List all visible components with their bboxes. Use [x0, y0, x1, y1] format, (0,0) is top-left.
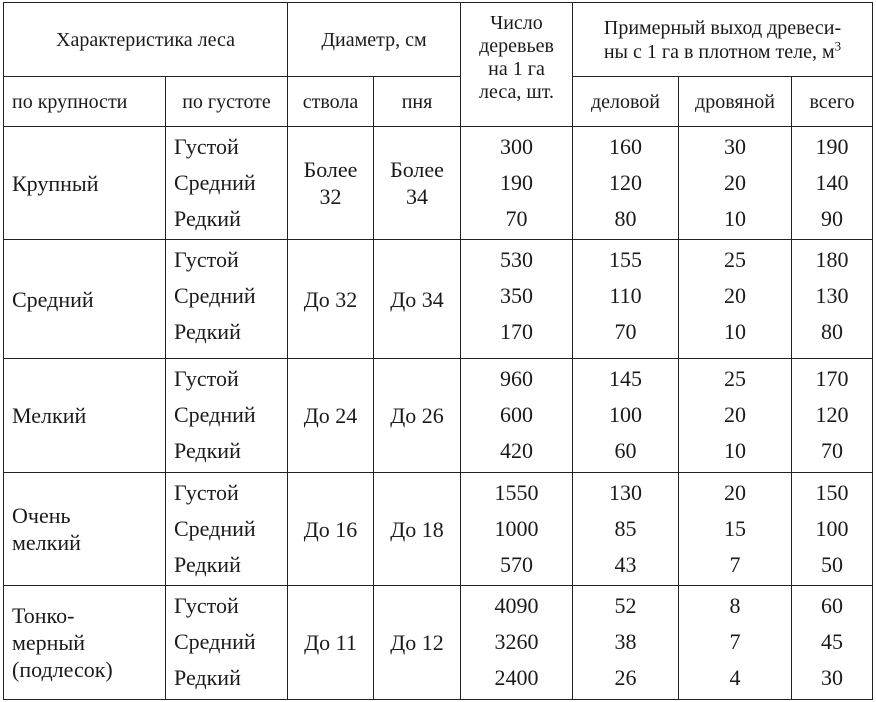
total-value: 130 — [815, 283, 849, 308]
tree-count-value: 170 — [500, 319, 533, 344]
size-class-label: Средний — [12, 286, 94, 312]
header-yield-unit-sup: 3 — [834, 37, 842, 53]
tree-count-value: 70 — [505, 206, 528, 231]
total-cell — [792, 473, 873, 586]
firewood-value: 25 — [724, 366, 746, 391]
size-class-label: (подлесок) — [12, 657, 113, 682]
tree-count-value: 1550 — [494, 480, 539, 505]
header-yield-line2: ны с 1 га в плотном теле, м — [603, 40, 835, 63]
trunk-diameter-text: Более — [303, 157, 358, 182]
header-by-size: по крупности — [4, 77, 166, 127]
density-cell — [166, 586, 288, 700]
total-value: 120 — [815, 402, 849, 427]
stump-diameter-text: До 18 — [390, 516, 444, 542]
firewood-value: 20 — [724, 170, 746, 195]
tree-count-value: 570 — [500, 552, 533, 577]
density-label: Редкий — [174, 552, 241, 577]
stump-diameter-cell — [374, 127, 461, 240]
firewood-value: 10 — [724, 206, 746, 231]
total-value: 140 — [815, 170, 849, 195]
firewood-cell — [679, 240, 792, 359]
tree-count-cell — [461, 359, 573, 473]
business-timber-value: 155 — [609, 247, 642, 272]
business-timber-value: 52 — [614, 593, 637, 618]
header-forest-characteristic: Характеристика леса — [4, 3, 288, 77]
business-timber-value: 85 — [614, 516, 637, 541]
header-firewood: дровяной — [679, 77, 792, 127]
firewood-value: 20 — [724, 283, 746, 308]
density-label: Густой — [174, 134, 239, 159]
size-class-cell — [4, 127, 166, 240]
tree-count-value: 600 — [500, 402, 533, 427]
density-cell — [166, 359, 288, 473]
total-value: 45 — [821, 629, 843, 654]
total-cell — [792, 359, 873, 473]
density-cell — [166, 240, 288, 359]
header-timber-yield — [573, 3, 873, 77]
firewood-value: 7 — [729, 552, 741, 577]
density-label: Редкий — [174, 206, 241, 231]
trunk-diameter-cell — [288, 586, 374, 700]
density-label: Средний — [174, 629, 256, 654]
business-timber-cell — [573, 240, 679, 359]
business-timber-value: 80 — [614, 206, 637, 231]
stump-diameter-cell — [374, 240, 461, 359]
total-value: 80 — [821, 319, 843, 344]
density-label: Средний — [174, 170, 256, 195]
tree-count-value: 350 — [500, 283, 533, 308]
header-trunk: ствола — [288, 77, 374, 127]
business-timber-value: 130 — [609, 480, 642, 505]
tree-count-cell — [461, 240, 573, 359]
business-timber-value: 60 — [614, 438, 637, 463]
total-value: 100 — [815, 516, 849, 541]
business-timber-value: 70 — [614, 319, 637, 344]
size-class-label: мерный — [12, 630, 86, 655]
density-cell — [166, 127, 288, 240]
table-row — [4, 473, 873, 586]
tree-count-cell — [461, 127, 573, 240]
total-value: 90 — [821, 206, 843, 231]
firewood-cell — [679, 359, 792, 473]
header-count-line: Число — [490, 12, 543, 34]
header-business-timber: деловой — [573, 77, 679, 127]
firewood-value: 10 — [724, 319, 746, 344]
total-cell — [792, 586, 873, 700]
firewood-cell — [679, 127, 792, 240]
firewood-value: 25 — [724, 247, 746, 272]
stump-diameter-cell — [374, 359, 461, 473]
header-count-line: леса, шт. — [479, 81, 554, 103]
firewood-value: 10 — [724, 438, 746, 463]
density-label: Редкий — [174, 438, 241, 463]
total-value: 170 — [815, 366, 849, 391]
stump-diameter-text: До 34 — [390, 286, 444, 312]
tree-count-value: 190 — [500, 170, 533, 195]
size-class-cell — [4, 473, 166, 586]
business-timber-value: 110 — [609, 283, 642, 308]
business-timber-cell — [573, 586, 679, 700]
total-value: 30 — [821, 665, 843, 690]
table-row — [4, 586, 873, 700]
header-tree-count — [461, 3, 573, 127]
total-value: 60 — [821, 593, 843, 618]
business-timber-cell — [573, 473, 679, 586]
stump-diameter-text: До 26 — [390, 403, 444, 428]
trunk-diameter-text: До 11 — [304, 630, 357, 655]
stump-diameter-text: До 12 — [390, 630, 444, 655]
firewood-value: 7 — [729, 629, 741, 654]
business-timber-cell — [573, 359, 679, 473]
firewood-value: 15 — [724, 516, 746, 541]
density-label: Средний — [174, 402, 256, 427]
tree-count-value: 2400 — [494, 665, 539, 690]
trunk-diameter-cell — [288, 473, 374, 586]
tree-count-value: 3260 — [494, 629, 539, 654]
business-timber-value: 26 — [614, 665, 637, 690]
firewood-value: 8 — [729, 593, 741, 618]
header-by-density: по густоте — [166, 77, 288, 127]
business-timber-value: 43 — [614, 552, 637, 577]
density-label: Средний — [174, 283, 256, 308]
stump-diameter-cell — [374, 586, 461, 700]
size-class-label: Очень — [12, 503, 71, 528]
total-value: 50 — [821, 552, 843, 577]
table-row — [4, 359, 873, 473]
header-yield-line1: Примерный выход древеси- — [603, 16, 842, 39]
size-class-cell — [4, 359, 166, 473]
tree-count-value: 530 — [500, 247, 533, 272]
firewood-value: 30 — [724, 134, 746, 159]
stump-diameter-cell — [374, 473, 461, 586]
firewood-value: 4 — [729, 665, 741, 690]
size-class-label: Мелкий — [12, 403, 87, 428]
size-class-cell — [4, 240, 166, 359]
business-timber-value: 38 — [614, 629, 637, 654]
firewood-cell — [679, 586, 792, 700]
size-class-label: Тонко- — [12, 603, 75, 628]
business-timber-value: 160 — [609, 134, 642, 159]
total-value: 150 — [815, 480, 849, 505]
trunk-diameter-text: До 16 — [303, 516, 358, 542]
firewood-value: 20 — [724, 402, 746, 427]
tree-count-value: 300 — [500, 134, 533, 159]
density-label: Густой — [174, 480, 239, 505]
header-total: всего — [792, 77, 873, 127]
trunk-diameter-cell — [288, 240, 374, 359]
size-class-label: мелкий — [12, 530, 81, 555]
density-cell — [166, 473, 288, 586]
business-timber-cell — [573, 127, 679, 240]
firewood-cell — [679, 473, 792, 586]
stump-diameter-text: Более — [390, 157, 444, 182]
density-label: Редкий — [174, 665, 241, 690]
size-class-label: Крупный — [12, 170, 99, 196]
density-label: Средний — [174, 516, 256, 541]
tree-count-value: 4090 — [494, 593, 539, 618]
tree-count-cell — [461, 473, 573, 586]
trunk-diameter-text: До 24 — [303, 403, 358, 428]
trunk-diameter-text: 32 — [319, 184, 342, 209]
header-diameter: Диаметр, см — [288, 3, 461, 77]
total-cell — [792, 240, 873, 359]
firewood-value: 20 — [724, 480, 746, 505]
stump-diameter-text: 34 — [406, 184, 428, 209]
density-label: Густой — [174, 366, 239, 391]
header-count-line: деревьев — [479, 35, 554, 57]
total-value: 180 — [815, 247, 849, 272]
trunk-diameter-cell — [288, 359, 374, 473]
density-label: Редкий — [174, 319, 241, 344]
total-value: 190 — [815, 134, 849, 159]
tree-count-value: 960 — [500, 366, 533, 391]
density-label: Густой — [174, 247, 239, 272]
trunk-diameter-text: До 32 — [303, 286, 358, 312]
trunk-diameter-cell — [288, 127, 374, 240]
tree-count-value: 420 — [500, 438, 533, 463]
table-row — [4, 127, 873, 240]
total-value: 70 — [821, 438, 843, 463]
tree-count-value: 1000 — [494, 516, 539, 541]
business-timber-value: 100 — [609, 402, 642, 427]
size-class-cell — [4, 586, 166, 700]
business-timber-value: 145 — [609, 366, 642, 391]
table-row — [4, 240, 873, 359]
header-count-line: на 1 га — [488, 58, 545, 80]
total-cell — [792, 127, 873, 240]
forest-yield-table — [3, 2, 873, 700]
business-timber-value: 120 — [609, 170, 642, 195]
tree-count-cell — [461, 586, 573, 700]
header-stump: пня — [374, 77, 461, 127]
density-label: Густой — [174, 593, 239, 618]
